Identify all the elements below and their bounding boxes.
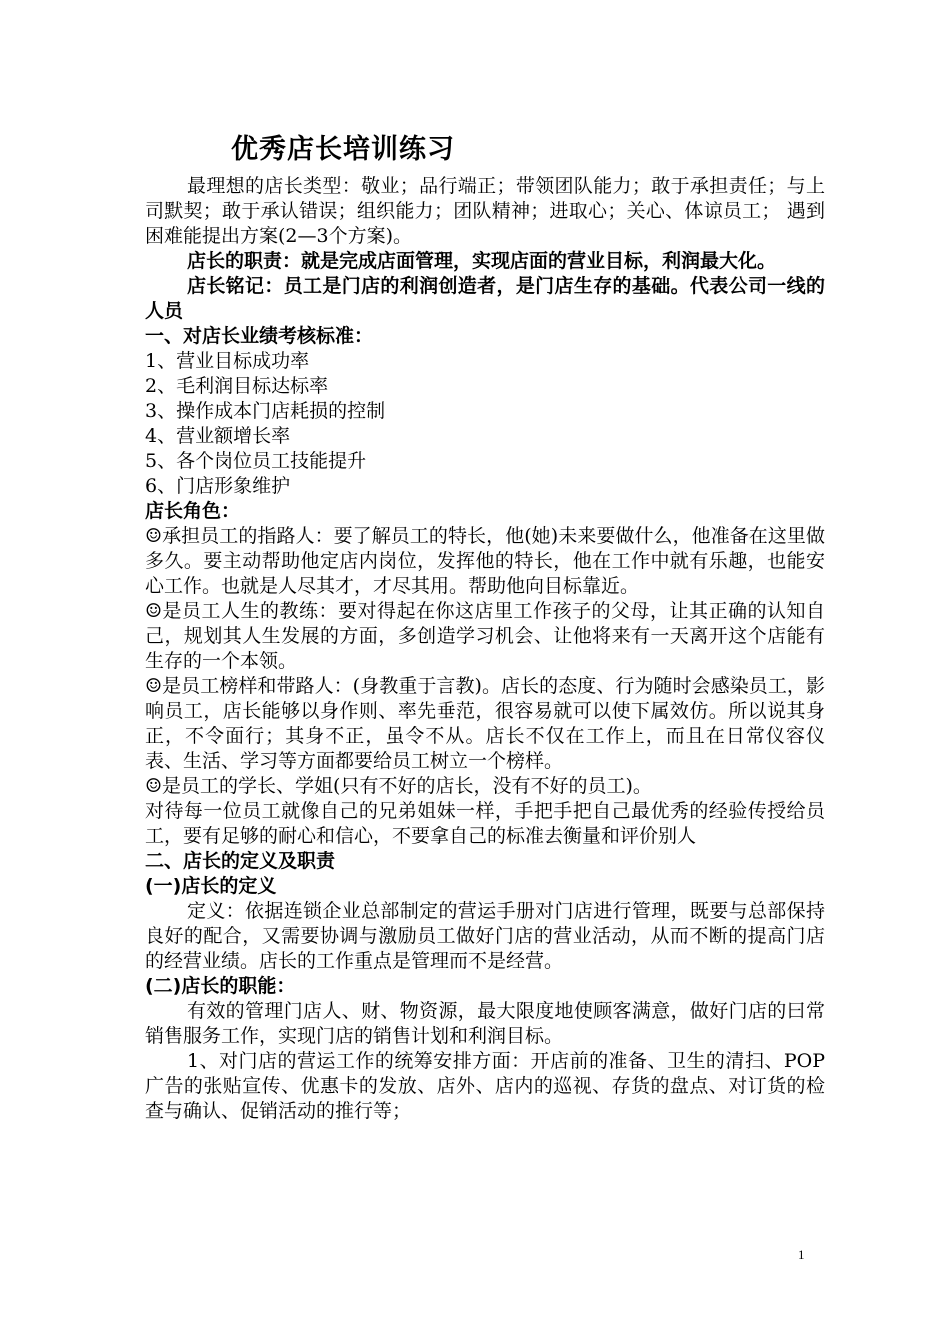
role-paragraph-role-model: ☺是员工榜样和带路人：(身教重于言教)。店长的态度、行为随时会感染员工，影响员工，店长能够以身作则、率先垂范，很容易就可以使下属效仿。所以说其身正，不令面行；其身不正，虽令不从。店长不仅在工作上，而且在日常仪容仪表、生活、学习等方面都要给员工树立一个榜样。 [145,675,825,772]
section-heading-assessment: 一、对店长业绩考核标准： [145,325,374,347]
paragraph-definition: 定义：依据连锁企业总部制定的营运手册对门店进行管理，既要与总部保持良好的配合，又需要协调与激励员工做好门店的营业活动，从而不断的提高门店的经营业绩。店长的工作重点是管理而不是经营。 [145,900,825,972]
paragraph-manager-motto: 店长铭记：员工是门店的利润创造者，是门店生存的基础。代表公司一线的人员 [145,275,825,322]
paragraph-ideal-manager: 最理想的店长类型：敬业；品行端正；带领团队能力；敢于承担责任；与上司默契；敢于承认错误；组织能力；团队精神；进取心；关心、体谅员工； 遇到困难能提出方案(2—3个方案)。 [145,175,825,247]
section-heading-roles: 店长角色： [145,500,241,522]
role-paragraph-guide: ☺承担员工的指路人：要了解员工的特长，他(她)未来要做什么，他准备在这里做多久。要主动帮助他定店内岗位，发挥他的特长，他在工作中就有乐趣，也能安心工作。也就是人尽其才，才尽其用。帮助他向目标靠近。 [145,525,825,597]
list-item: 6、门店形象维护 [145,475,291,497]
role-paragraph-senior: ☺是员工的学长、学姐(只有不好的店长，没有不好的员工)。 [145,775,652,797]
page-number: 1 [798,1247,805,1262]
paragraph-functions: 有效的管理门店人、财、物资源，最大限度地使顾客满意，做好门店的曰常销售服务工作，实现门店的销售计划和利润目标。 [145,1000,825,1047]
list-item: 1、营业目标成功率 [145,350,310,372]
list-item: 5、各个岗位员工技能提升 [145,450,367,472]
document-title: 优秀店长培训练习 [231,134,455,165]
document-page [145,130,825,1124]
paragraph-treat-staff: 对待每一位员工就像自己的兄弟姐妹一样，手把手把自己最优秀的经验传授给员工，要有足够的耐心和信心，不要拿自己的标准去衡量和评价别人 [145,800,825,847]
list-item: 2、毛利润目标达标率 [145,375,329,397]
paragraph-manager-duty: 店长的职责：就是完成店面管理，实现店面的营业目标，利润最大化。 [187,250,777,272]
section-heading-definition-duties: 二、店长的定义及职责 [145,850,336,872]
subsection-heading-definition: (一)店长的定义 [145,875,277,897]
subsection-heading-functions: (二)店长的职能： [145,975,296,997]
list-item: 3、操作成本门店耗损的控制 [145,400,386,422]
paragraph-operations: 1、对门店的营运工作的统筹安排方面：开店前的准备、卫生的清扫、POP广告的张贴宣传、优惠卡的发放、店外、店内的巡视、存货的盘点、对订货的检查与确认、促销活动的推行等； [145,1050,825,1122]
list-item: 4、营业额增长率 [145,425,291,447]
role-paragraph-coach: ☺是员工人生的教练：要对得起在你这店里工作孩子的父母，让其正确的认知自己，规划其人生发展的方面，多创造学习机会、让他将来有一天离开这个店能有生存的一个本领。 [145,600,825,672]
